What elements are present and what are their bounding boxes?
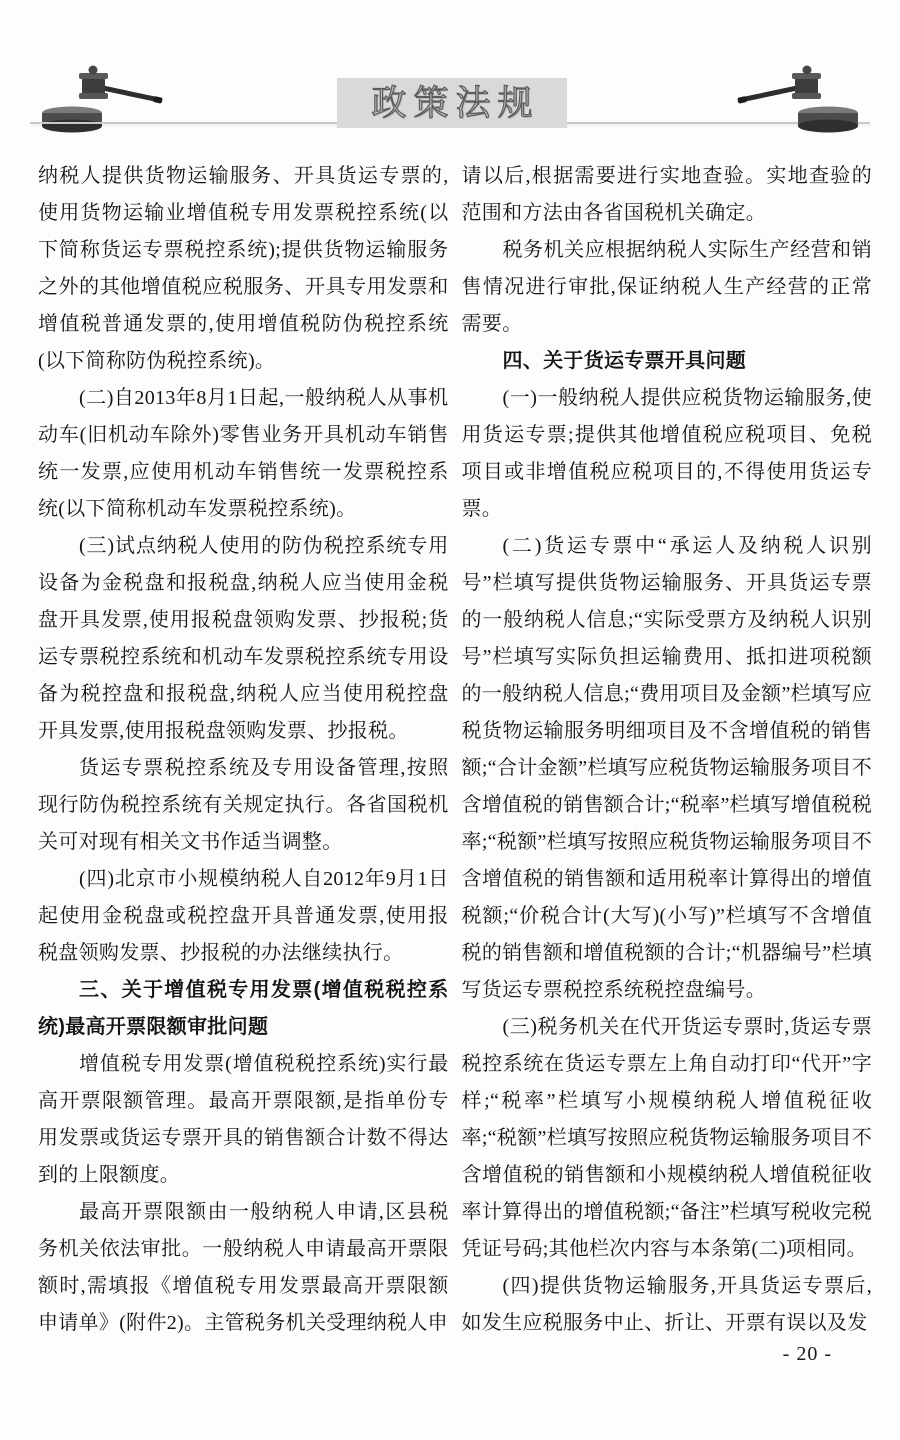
left-column — [38, 158, 449, 1342]
section-heading: 四、关于货运专票开具问题 — [502, 350, 747, 372]
paragraph: (三)税务机关在代开货运专票时,货运专票税控系统在货运专票左上角自动打印“代开”字样;“税率”栏填写小规模纳税人增值税征收率;“税额”栏填写按照应税货物运输服务项目不含增值税的销售额和小规模纳税人增值税征收率计算得出的增值税额;“备注”栏填写税收完税凭证号码;其他栏次内容与本条第(二)项相同。 — [461, 1016, 872, 1260]
paragraph: 税务机关应根据纳税人实际生产经营和销售情况进行审批,保证纳税人生产经营的正常需要。 — [461, 239, 872, 335]
page-header — [0, 0, 900, 158]
page-number: - 20 - — [782, 1343, 832, 1365]
section-heading: 三、关于增值税专用发票(增值税税控系统)最高开票限额审批问题 — [38, 979, 449, 1038]
document-body — [38, 158, 872, 1342]
paragraph: (四)提供货物运输服务,开具货运专票后,如发生应税服务中止、折让、开票有误以及发 — [461, 1275, 872, 1334]
paragraph: 纳税人提供货物运输服务、开具货运专票的,使用货物运输业增值税专用发票税控系统(以下简称货运专票税控系统);提供货物运输服务之外的其他增值税应税服务、开具专用发票和增值税普通发票的,使用增值税防伪税控系统(以下简称防伪税控系统)。 — [38, 165, 449, 372]
page-title: 政策法规 — [371, 83, 540, 123]
gavel-icon — [736, 64, 864, 140]
gavel-icon — [36, 64, 164, 140]
paragraph: (一)一般纳税人提供应税货物运输服务,使用货运专票;提供其他增值税应税项目、免税项目或非增值税应税项目的,不得使用货运专票。 — [461, 387, 872, 520]
right-column — [462, 158, 873, 1342]
paragraph: 货运专票税控系统及专用设备管理,按照现行防伪税控系统有关规定执行。各省国税机关可对现有相关文书作适当调整。 — [38, 757, 449, 853]
paragraph: 请以后,根据需要进行实地查验。实地查验的范围和方法由各省国税机关确定。 — [461, 165, 872, 224]
paragraph: 最高开票限额由一般纳税人申请,区县税务机关依法审批。一般纳税人申请最高开票限额时,需填报《增值税专用发票最高开票限额申请单》(附件2)。主管税务机关受理纳税人申 — [38, 1201, 449, 1334]
paragraph: 增值税专用发票(增值税税控系统)实行最高开票限额管理。最高开票限额,是指单份专用发票或货运专票开具的销售额合计数不得达到的上限额度。 — [38, 1053, 449, 1186]
header-title-box — [337, 78, 567, 128]
paragraph: (二)货运专票中“承运人及纳税人识别号”栏填写提供货物运输服务、开具货运专票的一般纳税人信息;“实际受票方及纳税人识别号”栏填写实际负担运输费用、抵扣进项税额的一般纳税人信息;“费用项目及金额”栏填写应税货物运输服务明细项目及不含增值税的销售额;“合计金额”栏填写应税货物运输服务项目不含增值税的销售额合计;“税率”栏填写增值税税率;“税额”栏填写按照应税货物运输服务项目不含增值税的销售额和适用税率计算得出的增值税额;“价税合计(大写)(小写)”栏填写不含增值税的销售额和增值税额的合计;“机器编号”栏填写货运专票税控系统税控盘编号。 — [461, 535, 872, 1001]
paragraph: (三)试点纳税人使用的防伪税控系统专用设备为金税盘和报税盘,纳税人应当使用金税盘开具发票,使用报税盘领购发票、抄报税;货运专票税控系统和机动车发票税控系统专用设备为税控盘和报税盘,纳税人应当使用税控盘开具发票,使用报税盘领购发票、抄报税。 — [38, 535, 449, 742]
paragraph: (二)自2013年8月1日起,一般纳税人从事机动车(旧机动车除外)零售业务开具机动车销售统一发票,应使用机动车销售统一发票税控系统(以下简称机动车发票税控系统)。 — [38, 387, 449, 520]
paragraph: (四)北京市小规模纳税人自2012年9月1日起使用金税盘或税控盘开具普通发票,使用报税盘领购发票、抄报税的办法继续执行。 — [38, 868, 449, 964]
